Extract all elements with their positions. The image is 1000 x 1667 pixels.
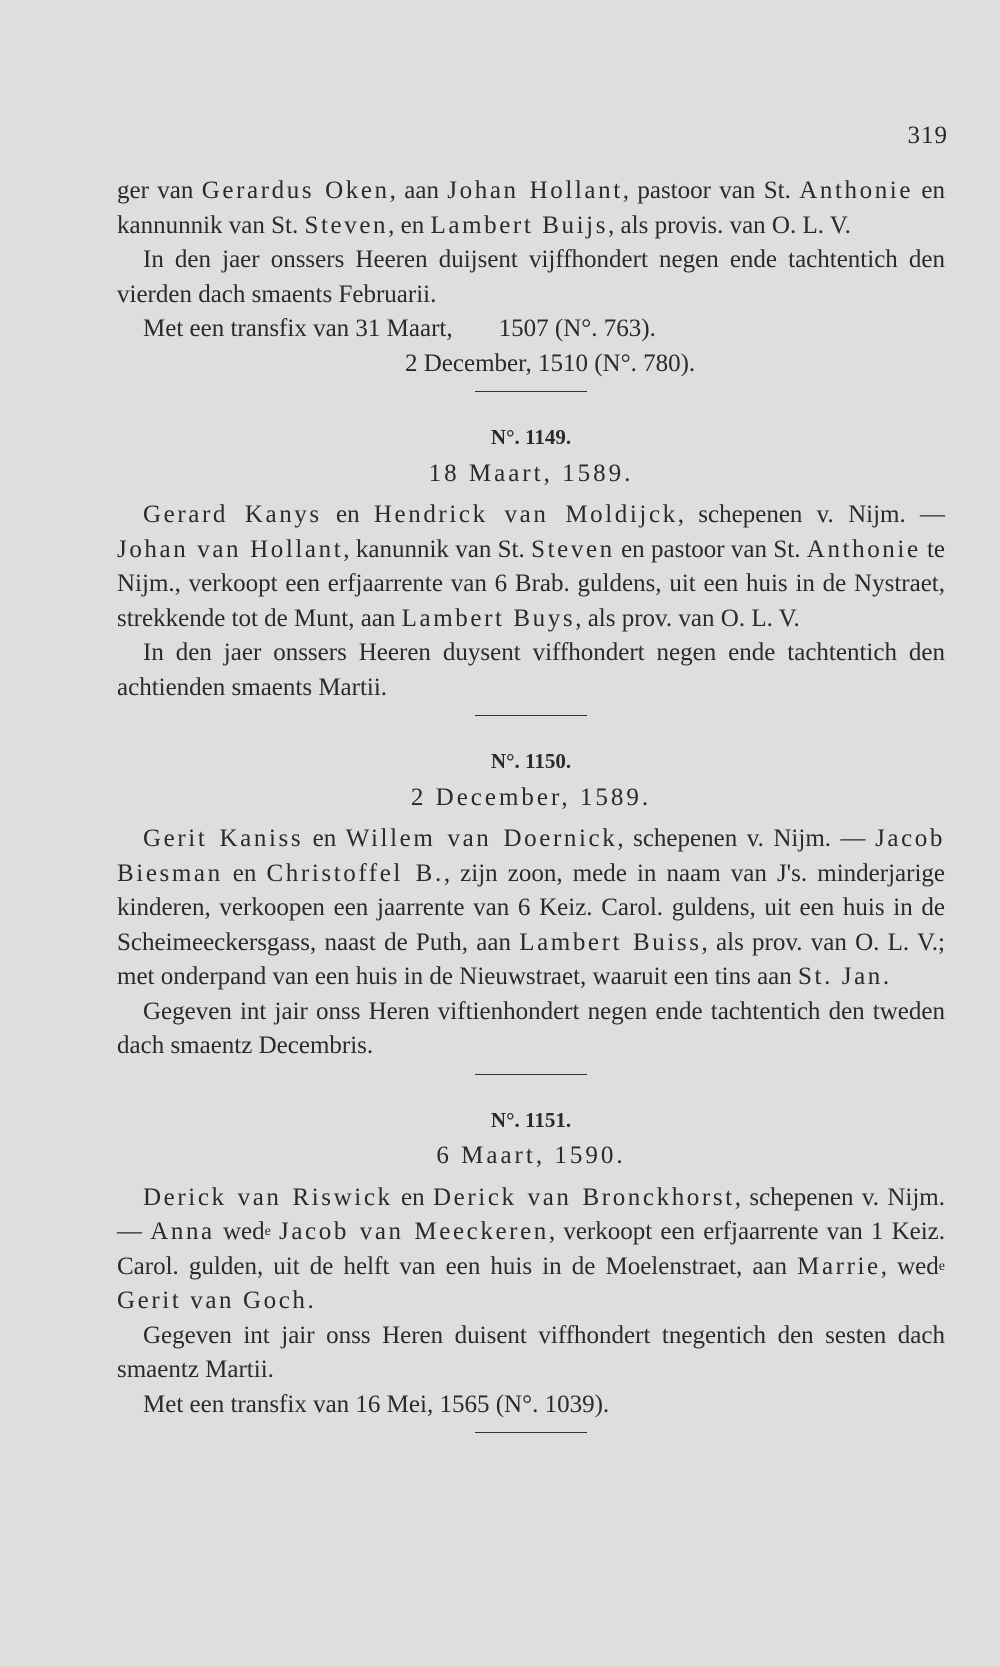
person-name: Steven xyxy=(304,211,389,239)
entry-closing: Gegeven int jair onss Heren duisent viffhondert tnegentich den sesten dach smaentz Martii. xyxy=(117,1321,945,1383)
entry-date: 6 Maart, 1590. xyxy=(436,1142,626,1169)
person-name: Johan Hollant xyxy=(447,177,623,204)
person-name: Anthonie xyxy=(806,535,921,563)
person-name: Gerit van Goch. xyxy=(117,1287,317,1314)
text-run: , schepenen v. Nijm. — xyxy=(117,1183,945,1245)
transfix-line: 2 December, 1510 (N°. 780). xyxy=(405,349,696,377)
transfix-line: Met een transfix van 31 Maart, xyxy=(143,315,453,342)
text-run: ger van xyxy=(117,177,202,204)
text-run: , schepenen v. Nijm. — xyxy=(617,825,876,852)
person-name: Anthonie xyxy=(799,177,914,204)
charter-entry xyxy=(117,744,945,1075)
person-name: Derick van Riswick xyxy=(143,1183,393,1211)
entry-date: 18 Maart, 1589. xyxy=(428,459,634,487)
entry-transfix: Met een transfix van 16 Mei, 1565 (N°. 1039). xyxy=(143,1390,610,1418)
person-name: Gerard Kanys xyxy=(143,501,322,528)
person-name: Lambert Buijs xyxy=(430,211,609,239)
entry-body xyxy=(117,1181,945,1319)
text-run: , verkoopt een erfjaarrente van 1 Keiz. Carol. gulden, uit de helft van een huis in de Moelenstraet, aan xyxy=(117,1218,946,1280)
text-run: en xyxy=(222,859,267,887)
text-run: , zijn zoon, mede in naam van J's. minderjarige kinderen, verkoopen een jaarrente van 6 Keiz. Carol. guldens, uit een huis in de Scheimeeckersgass, naast de Puth, aan xyxy=(117,859,945,956)
person-name: Willem van Doernick xyxy=(345,825,618,852)
person-name: St. Jan. xyxy=(798,963,892,990)
entry-closing: In den jaer onssers Heeren duysent viffhondert negen ende tachtentich den achtienden smaents Martii. xyxy=(117,639,945,701)
page-text xyxy=(117,174,945,1433)
text-run xyxy=(271,1218,279,1245)
section-divider xyxy=(475,715,587,716)
person-name: Hendrick van Moldijck xyxy=(373,501,678,528)
person-name: Jacob van Meeckeren xyxy=(279,1218,549,1245)
entry-body xyxy=(117,498,945,636)
text-run: , wed xyxy=(880,1252,939,1280)
text-run: , als provis. van O. L. V. xyxy=(608,211,851,239)
transfix-list xyxy=(117,312,945,381)
text-run: wed xyxy=(214,1218,265,1245)
text-run: , pastoor van St. xyxy=(622,177,800,204)
text-run: , en xyxy=(388,211,431,239)
text-run: en kannunnik van St. xyxy=(117,177,945,239)
entry-number: N°. 1149. xyxy=(490,425,572,449)
person-name: Gerit Kaniss xyxy=(143,825,304,852)
text-run: , als prov. van O. L. V.; met onderpand van een huis in de Nieuwstraet, waaruit een tins aan xyxy=(117,928,945,990)
text-run: , als prov. van O. L. V. xyxy=(575,604,800,632)
person-name: Derick van Bronckhorst xyxy=(433,1183,735,1211)
person-name: Steven xyxy=(531,535,615,563)
person-name: Jacob Biesman xyxy=(117,825,945,887)
person-name: Anna xyxy=(150,1218,215,1245)
transfix-date: 1507 (N°. 763). xyxy=(498,315,656,342)
charter-entry xyxy=(117,1103,945,1434)
person-name: Lambert Buiss xyxy=(519,928,702,956)
person-name: Johan van Hollant xyxy=(117,535,344,563)
text-run: , aan xyxy=(389,177,448,204)
text-run: , kanunnik van St. xyxy=(343,535,532,563)
text-run: en pastoor van St. xyxy=(614,535,807,563)
superscript: e xyxy=(938,1258,945,1274)
text-run: en xyxy=(303,825,346,852)
charter-entry xyxy=(117,420,945,716)
entry-date: 2 December, 1589. xyxy=(410,783,652,811)
person-name: Lambert Buys xyxy=(401,604,576,632)
entry-number: N°. 1150. xyxy=(490,749,572,773)
intro-paragraph xyxy=(117,174,945,243)
page-number: 319 xyxy=(907,122,948,149)
section-divider xyxy=(475,1432,587,1433)
person-name: Gerardus Oken xyxy=(201,177,390,204)
intro-closing: In den jaer onssers Heeren duijsent vijffhondert negen ende tachtentich den vierden dach smaents Februarii. xyxy=(117,246,945,308)
text-run: en xyxy=(321,501,374,528)
entry-closing: Gegeven int jair onss Heren viftienhondert negen ende tachtentich den tweden dach smaentz Decembris. xyxy=(117,997,945,1059)
entry-number: N°. 1151. xyxy=(490,1107,572,1132)
text-run: , schepenen v. Nijm. — xyxy=(677,501,945,528)
text-run: en xyxy=(392,1183,434,1211)
superscript: e xyxy=(264,1224,271,1239)
text-run: te Nijm., verkoopt een erfjaarrente van 6 Brab. guldens, uit een huis in de Nystraet, strekkende tot de Munt, aan xyxy=(117,535,946,632)
entry-body xyxy=(117,822,945,995)
section-divider xyxy=(475,1074,587,1075)
person-name: Christoffel B. xyxy=(266,859,444,887)
person-name: Marrie xyxy=(797,1252,881,1280)
section-divider xyxy=(475,391,587,392)
